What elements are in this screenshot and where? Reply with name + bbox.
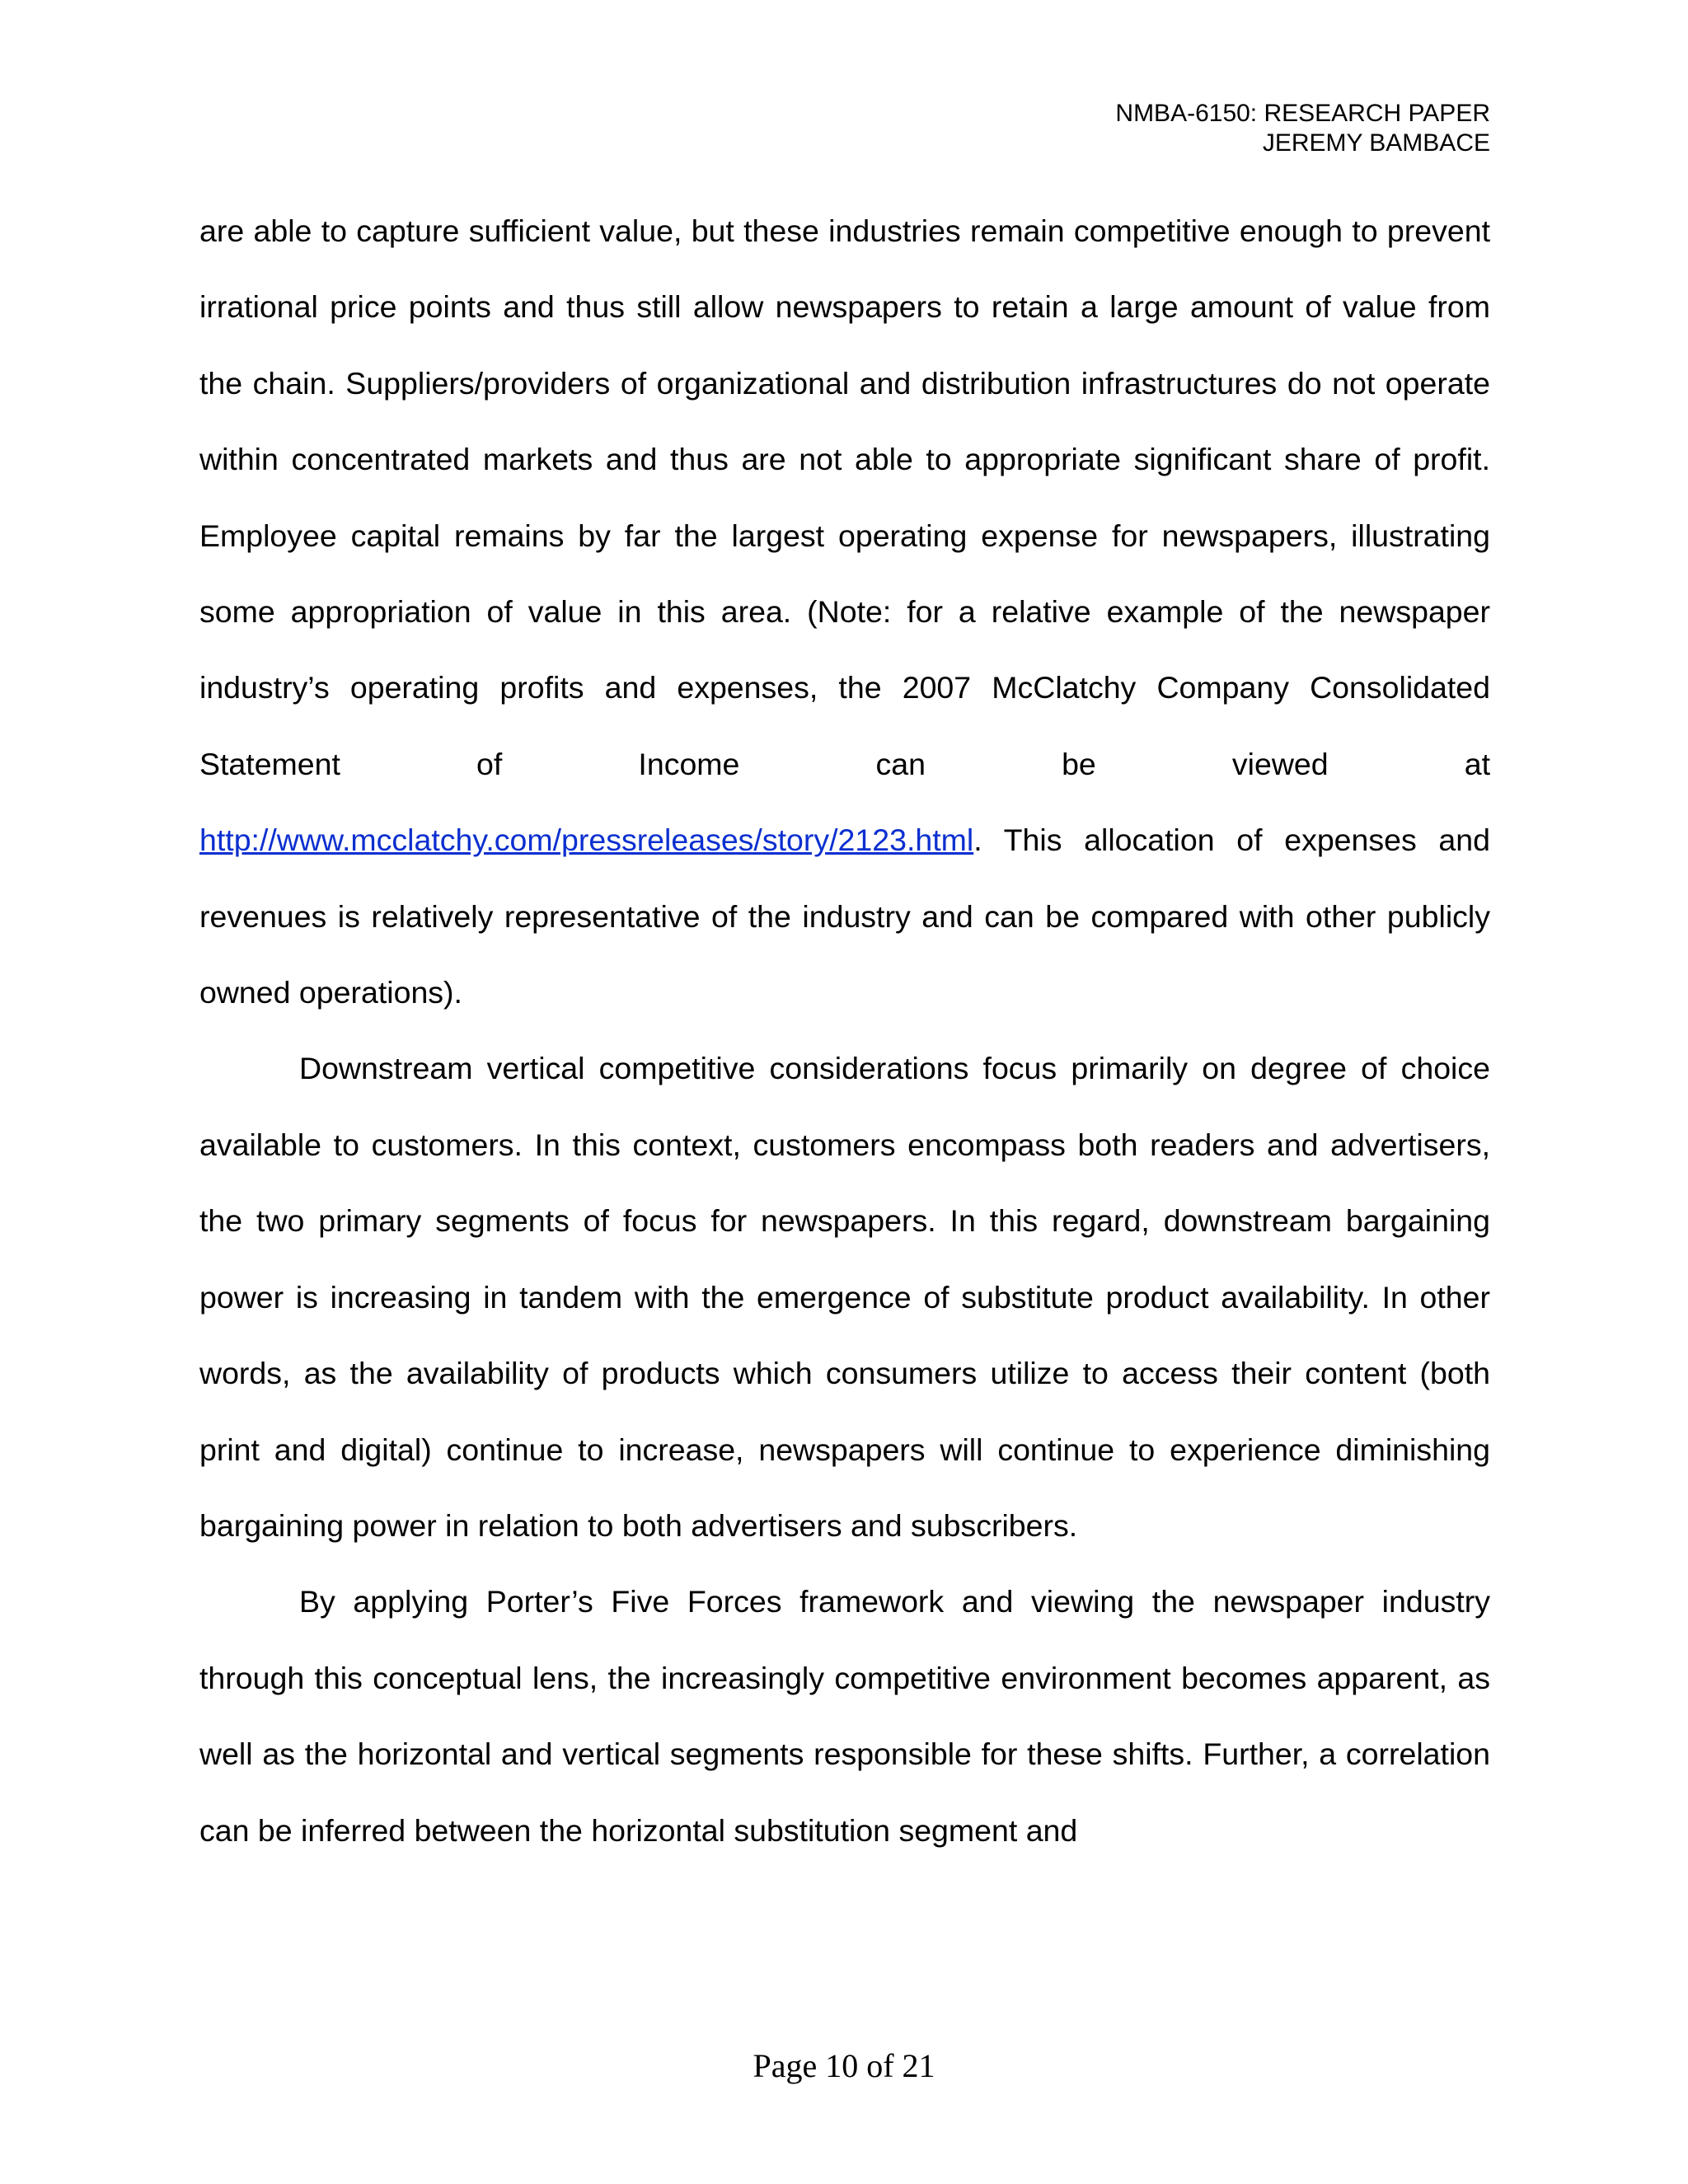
running-header (1115, 99, 1490, 158)
header-course-line: NMBA-6150: RESEARCH PAPER (1115, 100, 1490, 127)
header-author-line: JEREMY BAMBACE (1262, 129, 1490, 157)
page-number-footer: Page 10 of 21 (753, 2047, 935, 2084)
body-text (199, 193, 1490, 1868)
paragraph-porters-five-forces: By applying Porter’s Five Forces framework and viewing the newspaper industry through this conceptual lens, the increasingly competitive environment becomes apparent, as well as the horizontal and vertical segments responsible for these shifts. Further, a correlation can be inferred between the horizontal substitution segment and (199, 1584, 1490, 1848)
paragraph-continued (199, 193, 1490, 1030)
paragraph-downstream-vertical: Downstream vertical competitive considerations focus primarily on degree of choice available to customers. In this context, customers encompass both readers and advertisers, the two primary segments of focus for newspapers. In this regard, downstream bargaining power is increasing in tandem with the emergence of substitute product availability. In other words, as the availability of products which consumers utilize to access their content (both print and digital) continue to increase, newspapers will continue to experience diminishing bargaining power in relation to both advertisers and subscribers. (199, 1051, 1490, 1543)
mcclatchy-press-release-link[interactable]: http://www.mcclatchy.com/pressreleases/story/2123.html (199, 823, 974, 858)
paragraph-1-text-before-link: are able to capture sufficient value, but these industries remain competitive enough to prevent irrational price points and thus still allow newspapers to retain a large amount of value from the chain. Suppliers/providers of organizational and distribution infrastructures do not operate within concentrated markets and thus are not able to appropriate significant share of profit. Employee capital remains by far the largest operating expense for newspapers, illustrating some appropriation of value in this area. (Note: for a relative example of the newspaper industry’s operating profits and expenses, the 2007 McClatchy Company Consolidated Statement of Income can be viewed at (199, 213, 1490, 781)
paragraph-1-text-after-link: . This allocation of expenses and revenues is relatively representative of the industry and can be compared with other publicly owned operations). (199, 823, 1490, 1010)
